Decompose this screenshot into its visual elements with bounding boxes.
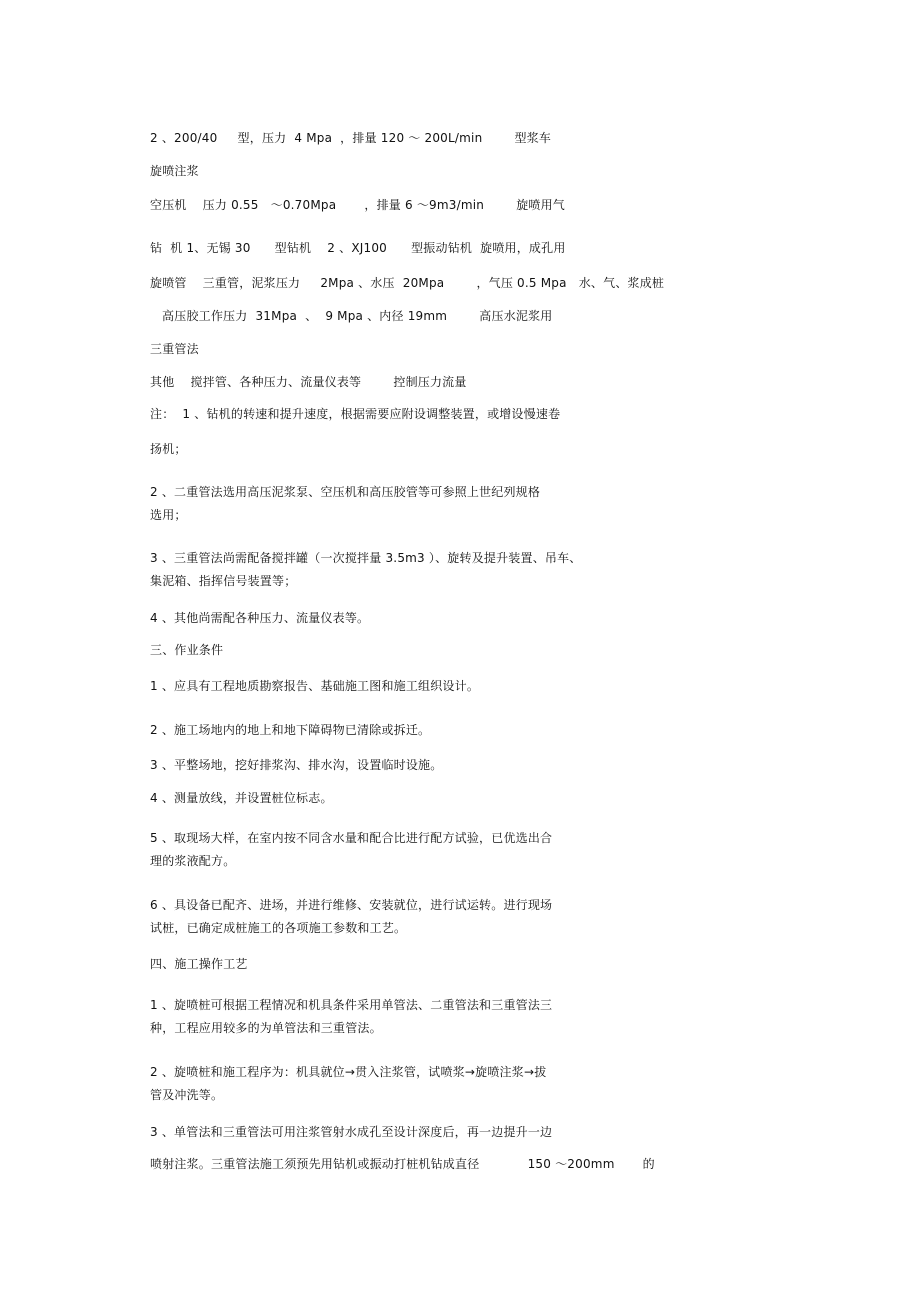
text-line-30: 3 、单管法和三重管法可用注浆管射水成孔至设计深度后，再一边提升一边 bbox=[150, 1125, 553, 1139]
text-line-20: 4 、测量放线，并设置桩位标志。 bbox=[150, 791, 333, 805]
text-line-27: 种，工程应用较多的为单管法和三重管法。 bbox=[150, 1021, 382, 1035]
text-line-13: 3 、三重管法尚需配备搅拌罐（一次搅拌量 3.5m3 ）、旋转及提升装置、吊车、 bbox=[150, 551, 582, 565]
text-line-3: 空压机 压力 0.55 ～0.70Mpa ，排量 6 ～9m3/min 旋喷用气 bbox=[150, 198, 565, 212]
text-line-17: 1 、应具有工程地质勘察报告、基础施工图和施工组织设计。 bbox=[150, 679, 480, 693]
text-line-18: 2 、施工场地内的地上和地下障碍物已清除或拆迁。 bbox=[150, 723, 431, 737]
text-line-22: 理的浆液配方。 bbox=[150, 854, 236, 868]
text-line-11: 2 、二重管法选用高压泥浆泵、空压机和高压胶管等可参照上世纪列规格 bbox=[150, 485, 541, 499]
text-line-19: 3 、平整场地，挖好排浆沟、排水沟，设置临时设施。 bbox=[150, 758, 443, 772]
text-line-6: 高压胶工作压力 31Mpa 、 9 Mpa 、内径 19mm 高压水泥浆用 bbox=[150, 309, 553, 323]
text-line-10: 扬机； bbox=[150, 442, 187, 456]
text-line-21: 5 、取现场大样，在室内按不同含水量和配合比进行配方试验，已优选出合 bbox=[150, 831, 553, 845]
text-line-8: 其他 搅拌管、各种压力、流量仪表等 控制压力流量 bbox=[150, 375, 467, 389]
text-line-2: 旋喷注浆 bbox=[150, 164, 199, 178]
text-line-24: 试桩，已确定成桩施工的各项施工参数和工艺。 bbox=[150, 921, 407, 935]
text-line-29: 管及冲洗等。 bbox=[150, 1088, 224, 1102]
text-line-12: 选用； bbox=[150, 508, 187, 522]
text-line-25: 四、施工操作工艺 bbox=[150, 957, 248, 971]
text-line-26: 1 、旋喷桩可根据工程情况和机具条件采用单管法、二重管法和三重管法三 bbox=[150, 998, 553, 1012]
text-line-23: 6 、具设备已配齐、进场，并进行维修、安装就位，进行试运转。进行现场 bbox=[150, 898, 553, 912]
text-line-5: 旋喷管 三重管，泥浆压力 2Mpa 、水压 20Mpa ，气压 0.5 Mpa 水、气、浆成桩 bbox=[150, 276, 665, 290]
text-line-16: 三、作业条件 bbox=[150, 643, 224, 657]
text-line-15: 4 、其他尚需配各种压力、流量仪表等。 bbox=[150, 611, 370, 625]
text-line-7: 三重管法 bbox=[150, 342, 199, 356]
text-line-4: 钻 机 1、无锡 30 型钻机 2 、XJ100 型振动钻机 旋喷用，成孔用 bbox=[150, 241, 566, 255]
text-line-31: 喷射注浆。三重管法施工须预先用钻机或振动打桩机钻成直径 150 ～200mm 的 bbox=[150, 1157, 655, 1171]
text-line-9: 注： 1 、钻机的转速和提升速度，根据需要应附设调整装置，或增设慢速卷 bbox=[150, 407, 561, 421]
text-line-14: 集泥箱、指挥信号装置等； bbox=[150, 574, 297, 588]
text-line-28: 2 、旋喷桩和施工程序为：机具就位→贯入注浆管，试喷浆→旋喷注浆→拔 bbox=[150, 1065, 547, 1079]
text-line-1: 2 、200/40 型，压力 4 Mpa ，排量 120 ～ 200L/min 型浆车 bbox=[150, 131, 552, 145]
